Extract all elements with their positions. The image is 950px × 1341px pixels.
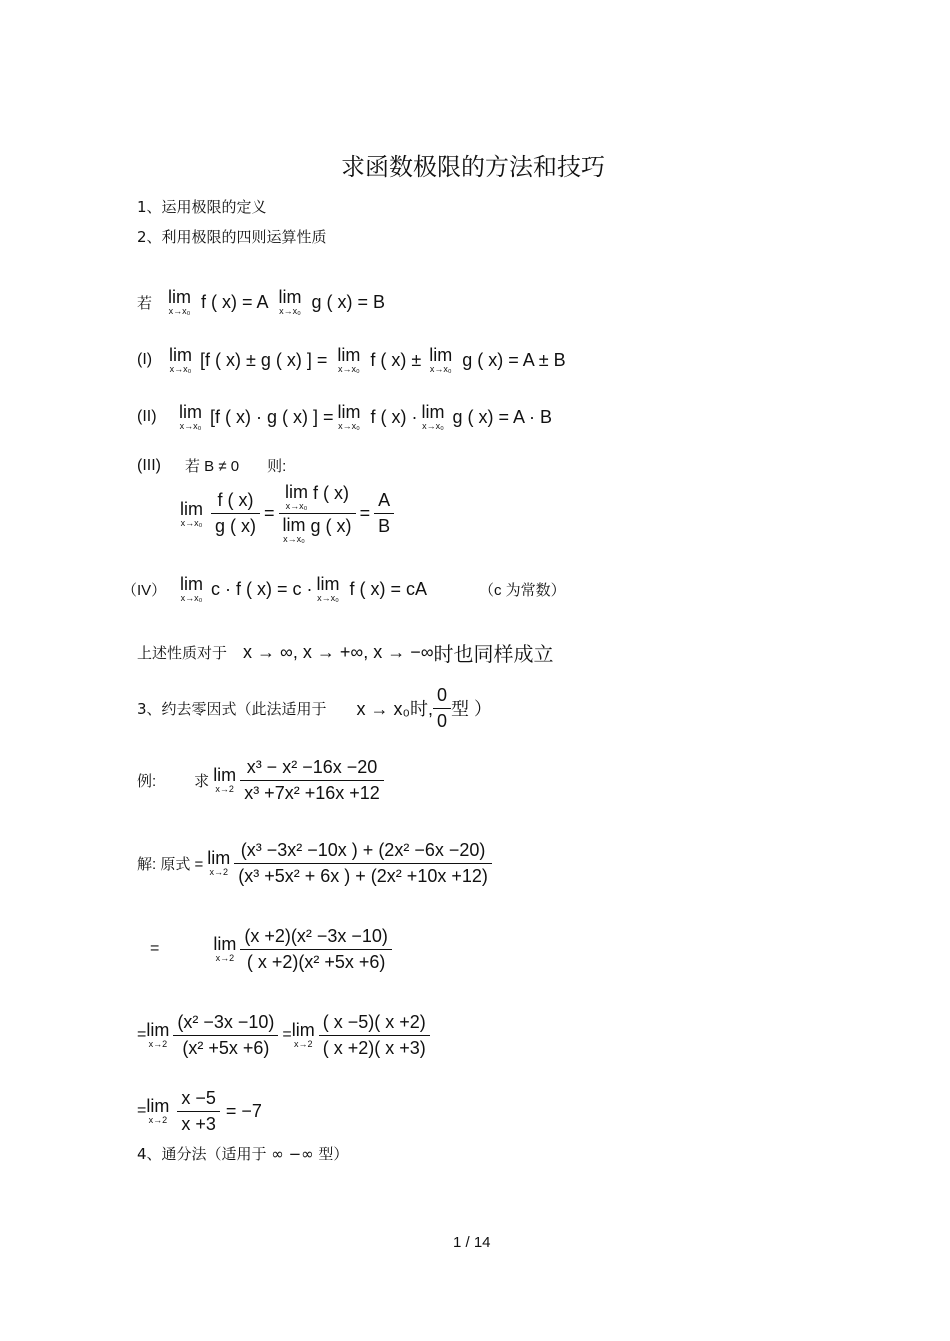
limit-operator: lim x→x₀ bbox=[421, 402, 445, 431]
limit-operator: lim x→2 bbox=[213, 765, 237, 795]
limit-operator: lim x→2 bbox=[213, 934, 237, 964]
page-number: 1 / 14 bbox=[453, 1234, 491, 1251]
limit-operator: lim x→2 bbox=[146, 1020, 170, 1050]
property-3-then: 则: bbox=[267, 458, 287, 475]
property-mid: f ( x) · bbox=[370, 406, 418, 427]
property-3-condition bbox=[137, 455, 286, 476]
example-label: 例: bbox=[137, 772, 157, 790]
limit-operator: lim x→x₀ bbox=[168, 287, 192, 316]
property-mid: f ( x) ± bbox=[370, 349, 422, 370]
fraction-lim-f-over-lim-g: lim x→x₀ f ( x) lim x→x₀ g ( x) bbox=[279, 483, 356, 544]
also-pre: 上述性质对于 bbox=[137, 644, 228, 662]
limit-operator: lim x→2 bbox=[207, 848, 231, 878]
also-post: 时也同样成立 bbox=[433, 642, 554, 666]
property-lhs: [f ( x) ± g ( x) ] = bbox=[200, 349, 328, 370]
section-2-heading: 2、利用极限的四则运算性质 bbox=[137, 228, 327, 246]
solution-label: 解: 原式 = bbox=[137, 855, 204, 873]
property-label: (II) bbox=[137, 408, 157, 425]
premise-f: f ( x) = A bbox=[201, 291, 269, 312]
property-label: （IV） bbox=[122, 581, 167, 599]
property-rhs: g ( x) = A · B bbox=[452, 406, 553, 427]
section-3-x: x → x₀时, bbox=[356, 699, 434, 720]
fraction-f-over-g: $\frac{f ( x)}{g ( x)}$ bbox=[211, 490, 260, 536]
property-2 bbox=[137, 403, 552, 431]
limit-operator: lim x→x₀ bbox=[429, 345, 453, 374]
property-lhs: [f ( x) · g ( x) ] = bbox=[210, 406, 334, 427]
fraction-zero-over-zero: $\frac{0}{0}$ bbox=[433, 685, 451, 731]
step-4-fraction: $\frac{x -5}{x +3}$ bbox=[177, 1088, 220, 1134]
section-3-post: 型 ） bbox=[451, 699, 493, 720]
premise-ruo: 若 bbox=[137, 294, 153, 312]
premise-g: g ( x) = B bbox=[311, 291, 386, 312]
property-3-formula: lim x→x₀ $\frac{f ( x)}{g ( x)}$ = lim x→x₀ f ( x) lim x→x₀ g ( x) = $\frac{A}{B}$ bbox=[180, 483, 394, 544]
example-qiu: 求 bbox=[194, 772, 210, 790]
limit-operator: lim x→x₀ bbox=[169, 345, 192, 374]
limit-operator: lim x→2 bbox=[146, 1096, 170, 1126]
limit-operator: lim x→x₀ bbox=[337, 402, 361, 431]
property-lhs: c · f ( x) = c · bbox=[211, 578, 313, 599]
property-label: (I) bbox=[137, 351, 153, 368]
limit-operator: lim x→x₀ bbox=[180, 574, 203, 603]
example-fraction: $\frac{\text{x³ − x² −16x −20}}{\text{x³ +7x² +16x +12}}$ bbox=[240, 757, 384, 803]
property-4-note: （c 为常数） bbox=[479, 581, 566, 599]
property-4 bbox=[122, 575, 566, 603]
limit-operator: lim x→x₀ bbox=[278, 287, 302, 316]
limit-operator: lim x→2 bbox=[291, 1020, 315, 1050]
step-2-line: = lim x→2 $\frac{\text{(x +2)(x² −3x −10)}}{\text{( x +2)(x² +5x +6)}}$ bbox=[150, 926, 392, 972]
step-3-fraction-1: $\frac{\text{(x² −3x −10)}}{\text{(x² +5x +6)}}$ bbox=[173, 1012, 278, 1058]
example-line bbox=[137, 757, 384, 803]
solution-fraction: $\frac{\text{(x³ −3x² −10x ) + (2x² −6x −20)}}{\text{(x³ +5x² + 6x ) + (2x² +10x +12)}}$ bbox=[234, 840, 492, 886]
step-4-line: = lim x→2 $\frac{x -5}{x +3}$ = −7 bbox=[137, 1088, 262, 1134]
limit-operator: lim x→x₀ bbox=[316, 574, 340, 603]
property-3-cond: 若 B ≠ 0 bbox=[185, 458, 240, 475]
step-4-result: = −7 bbox=[225, 1100, 262, 1121]
fraction-a-over-b: $\frac{A}{B}$ bbox=[374, 490, 394, 536]
step-2-fraction: $\frac{\text{(x +2)(x² −3x −10)}}{\text{( x +2)(x² +5x +6)}}$ bbox=[240, 926, 392, 972]
limit-operator: lim x→x₀ bbox=[180, 498, 203, 528]
solution-line bbox=[137, 840, 492, 886]
property-label: (III) bbox=[137, 456, 161, 474]
property-rhs: g ( x) = A ± B bbox=[462, 349, 566, 370]
limit-operator: lim x→x₀ bbox=[337, 345, 361, 374]
also-expr: x → ∞, x → +∞, x → −∞ bbox=[243, 642, 434, 662]
section-1-heading: 1、运用极限的定义 bbox=[137, 198, 267, 216]
step-3-line: = lim x→2 $\frac{\text{(x² −3x −10)}}{\text{(x² +5x +6)}}$ = lim x→2 $\frac{( x -5)( x +2)}{( x +2)( x +3)}$ bbox=[137, 1012, 430, 1058]
section-3-heading bbox=[137, 685, 492, 731]
property-rhs: f ( x) = cA bbox=[349, 578, 428, 599]
premise-formula bbox=[137, 288, 385, 316]
property-1 bbox=[137, 346, 566, 374]
also-holds-line bbox=[137, 638, 554, 667]
limit-operator: lim x→x₀ bbox=[179, 402, 202, 431]
step-3-fraction-2: $\frac{( x -5)( x +2)}{( x +2)( x +3)}$ bbox=[319, 1012, 430, 1058]
section-4-heading: 4、通分法（适用于 ∞ −∞ 型） bbox=[137, 1145, 349, 1163]
section-3-text: 3、约去零因式（此法适用于 bbox=[137, 699, 327, 718]
page-title: 求函数极限的方法和技巧 bbox=[341, 153, 605, 181]
